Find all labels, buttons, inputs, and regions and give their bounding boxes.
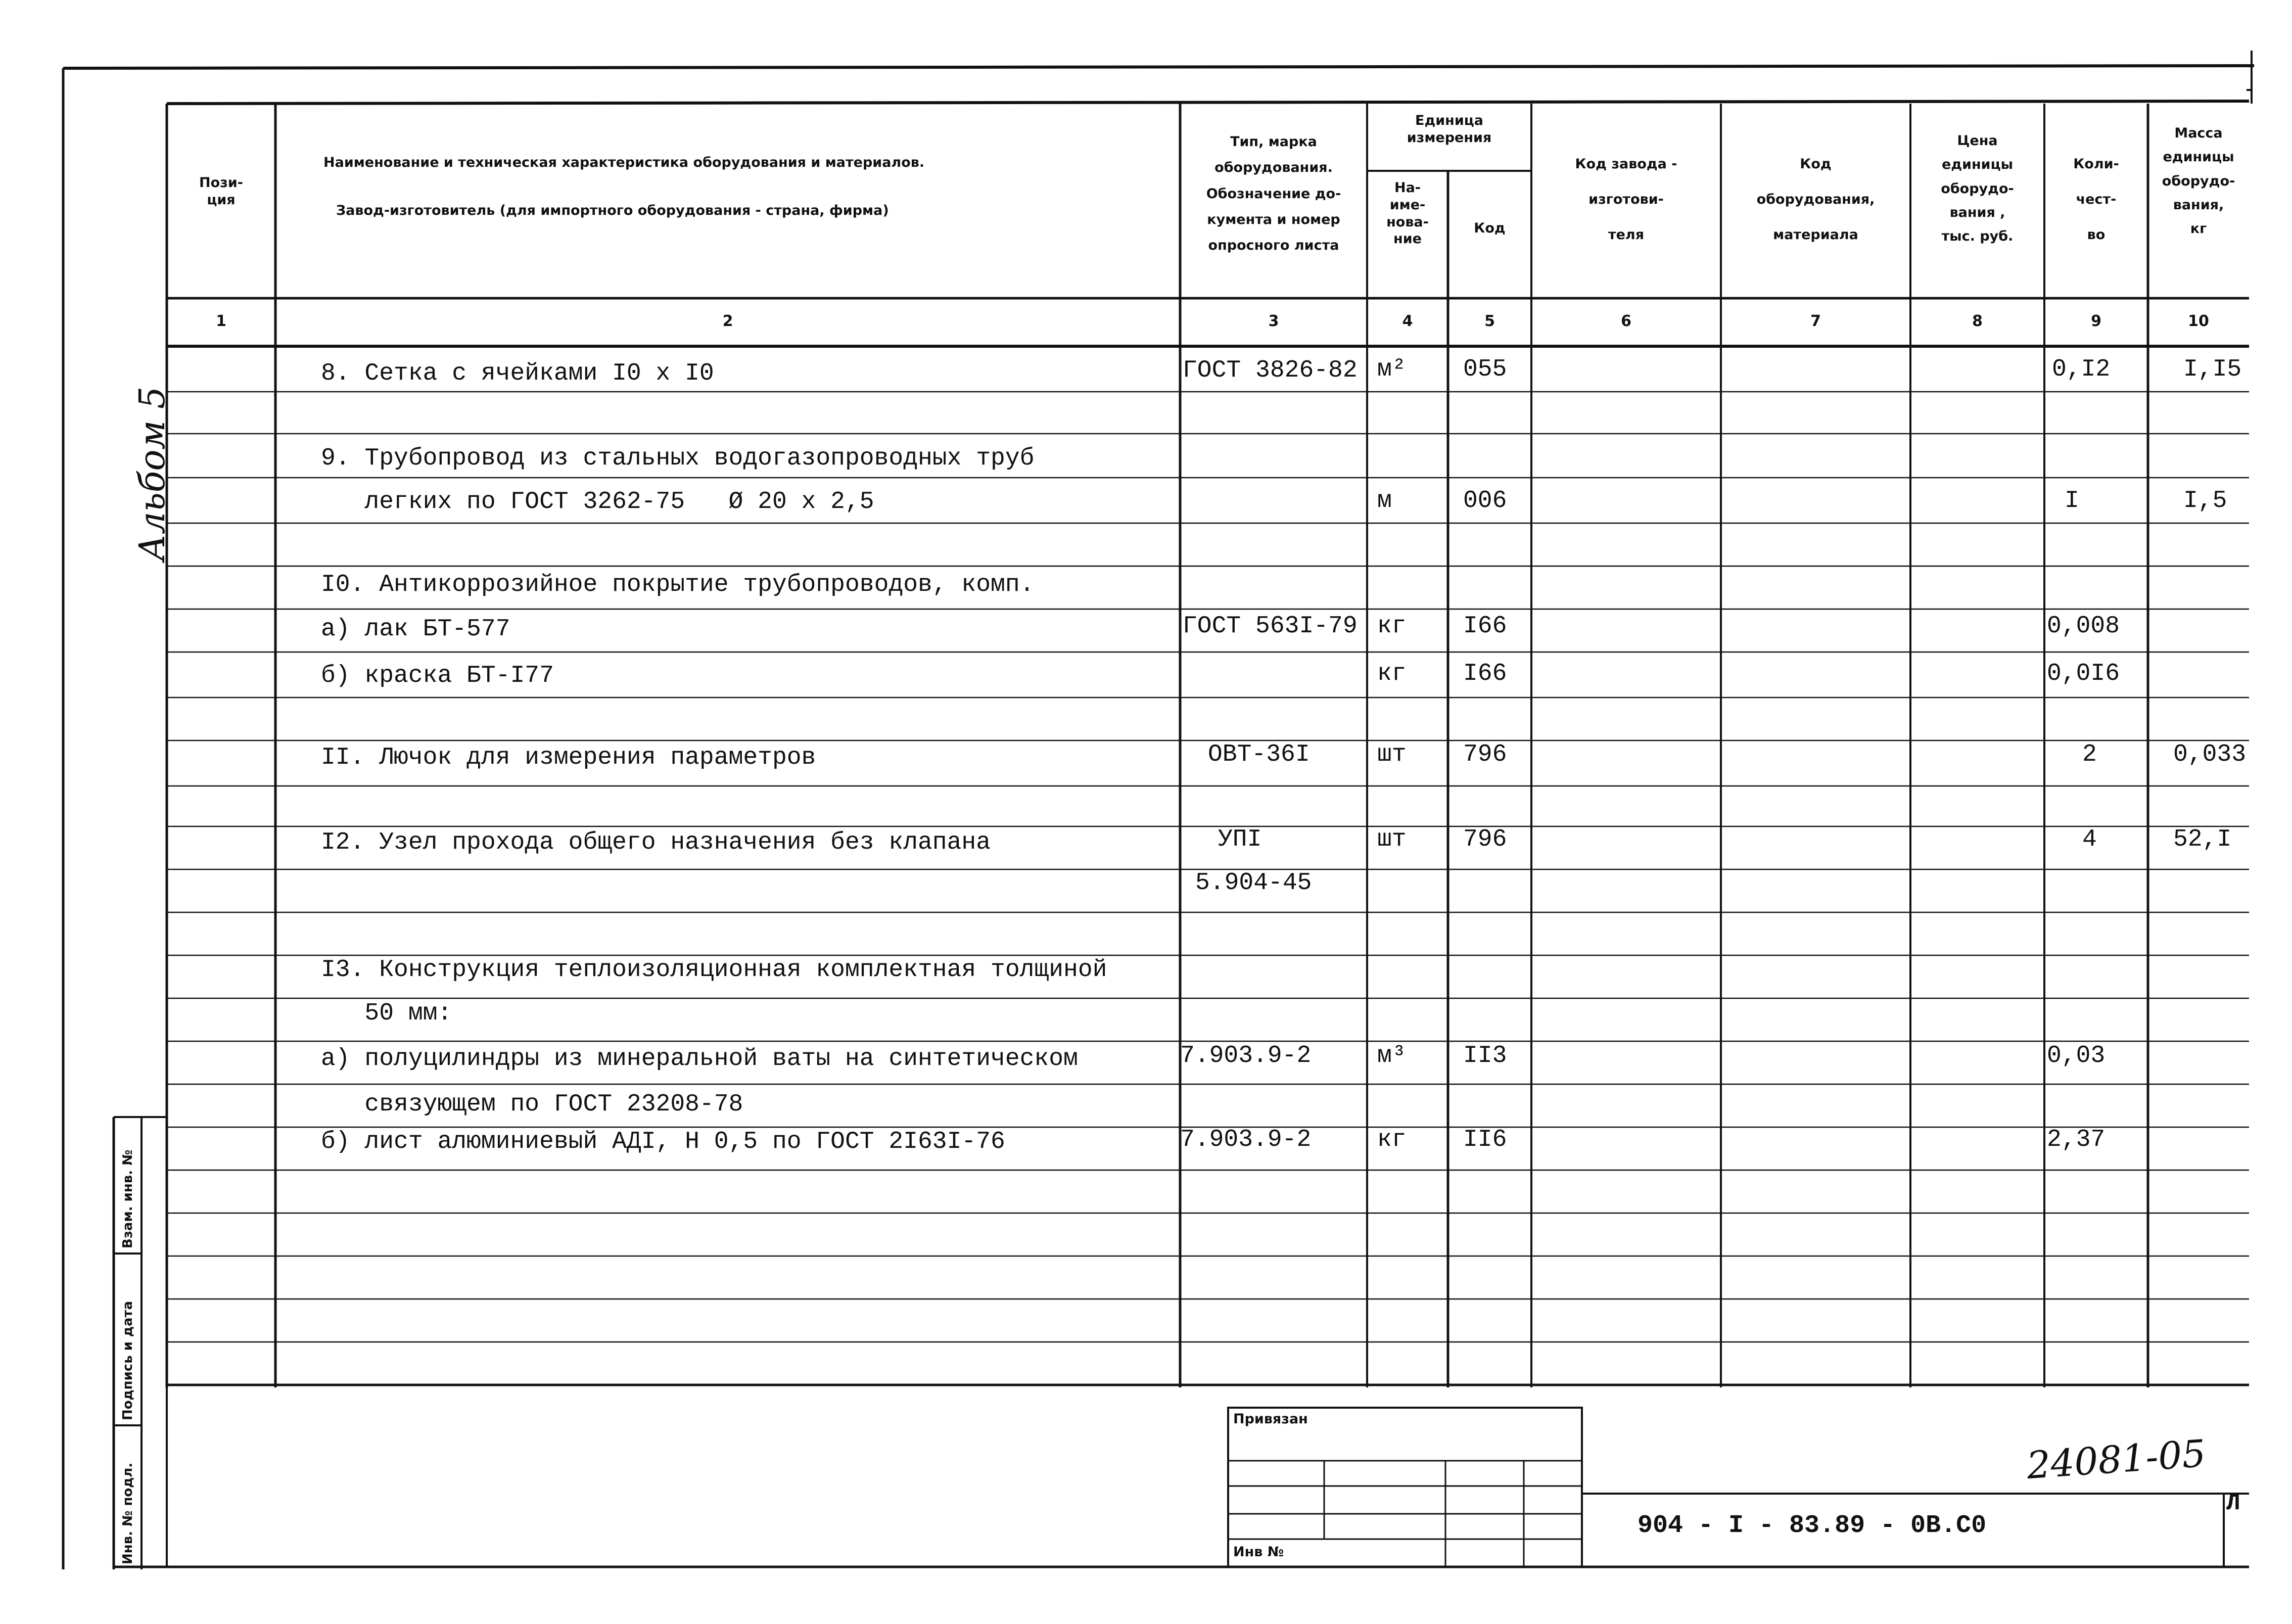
row-name: 8. Сетка с ячейками I0 x I0 [321, 360, 714, 387]
row-type: ОВТ-36I [1208, 741, 1310, 768]
col-number: 9 [2091, 312, 2101, 330]
row-qty: 2 [2082, 741, 2097, 768]
header-name-line1: Наименование и техническая характеристика оборудования и материалов. [323, 155, 925, 170]
row-name: I0. Антикоррозийное покрытие трубопроводов, комп. [321, 571, 1035, 598]
row-name: связующем по ГОСТ 23208-78 [321, 1091, 743, 1118]
row-name: 9. Трубопровод из стальных водогазопроводных труб [321, 445, 1035, 472]
row-mass: I,5 [2183, 487, 2227, 515]
row-qty: 4 [2082, 826, 2097, 853]
row-qty: 2,37 [2047, 1126, 2106, 1153]
stamp-attached-label: Привязан [1233, 1411, 1308, 1427]
header-name-line2: Завод-изготовитель (для импортного оборудования - страна, фирма) [336, 203, 889, 218]
row-name: б) лист алюминиевый АДI, Н 0,5 по ГОСТ 2I63I-76 [321, 1128, 1005, 1155]
col-number: 5 [1484, 312, 1495, 330]
side-label-signature-date: Подпись и дата [120, 1301, 135, 1420]
row-unit: кг [1377, 660, 1407, 687]
row-type: ГОСТ 3826-82 [1183, 357, 1358, 384]
col-number: 7 [1810, 312, 1821, 330]
row-name: а) лак БТ-577 [321, 616, 510, 643]
document-code: 904 - I - 83.89 - 0В.С0 [1638, 1511, 1987, 1540]
header-equipment-code: Код оборудования, материала [1756, 156, 1875, 243]
row-code: 055 [1463, 356, 1507, 383]
row-name: II. Лючок для измерения параметров [321, 744, 816, 771]
row-type: ГОСТ 563I-79 [1183, 613, 1358, 640]
row-unit: шт [1377, 826, 1407, 853]
row-code: 006 [1463, 487, 1507, 515]
col-number: 6 [1621, 312, 1631, 330]
row-qty: 0,0I6 [2047, 660, 2120, 687]
row-unit: м³ [1377, 1042, 1407, 1070]
row-qty: 0,03 [2047, 1042, 2106, 1070]
row-code: I66 [1463, 660, 1507, 687]
col-number: 3 [1268, 312, 1279, 330]
header-price: Цена единицы оборудо- вания , тыс. руб. [1941, 133, 2014, 244]
header-mass: Масса единицы оборудо- вания, кг [2162, 125, 2235, 237]
col-number: 4 [1402, 312, 1413, 330]
row-code: I66 [1463, 613, 1507, 640]
header-unit-group: Единица измерения [1407, 113, 1492, 146]
row-code: II6 [1463, 1126, 1507, 1153]
sheet-label: Л [2226, 1490, 2240, 1516]
row-unit: м [1377, 487, 1392, 515]
row-qty: 0,I2 [2052, 356, 2111, 383]
row-unit: м² [1377, 356, 1407, 383]
row-name: б) краска БТ-I77 [321, 662, 554, 689]
col-number: 8 [1972, 312, 1983, 330]
header-type: Тип, марка оборудования. Обозначение до- кумента и номер опросного листа [1206, 134, 1341, 254]
header-position: Пози- ция [199, 175, 243, 208]
row-name: 50 мм: [321, 1000, 452, 1027]
side-label-inv-original: Инв. № подл. [120, 1462, 135, 1564]
row-unit: кг [1377, 1126, 1407, 1153]
row-qty: 0,008 [2047, 613, 2120, 640]
col-number: 10 [2188, 312, 2209, 330]
row-qty: I [2065, 487, 2079, 515]
row-type: 7.903.9-2 [1180, 1042, 1312, 1070]
row-code: II3 [1463, 1042, 1507, 1070]
row-mass: I,I5 [2183, 356, 2242, 383]
row-type: 7.903.9-2 [1180, 1126, 1312, 1153]
row-mass: 0,033 [2173, 741, 2247, 768]
row-type: 5.904-45 [1195, 869, 1312, 897]
header-quantity: Коли- чест- во [2073, 156, 2119, 243]
header-unit-code: Код [1474, 220, 1506, 236]
row-name: I2. Узел прохода общего назначения без клапана [321, 829, 991, 856]
row-type: УПI [1218, 826, 1262, 853]
stamp-inv-label: Инв № [1233, 1544, 1284, 1560]
header-unit-name: На- име- нова- ние [1386, 180, 1429, 247]
row-unit: кг [1377, 613, 1407, 640]
row-name: I3. Конструкция теплоизоляционная комплектная толщиной [321, 956, 1107, 984]
handwritten-number: 24081-05 [2025, 1431, 2208, 1488]
col-number: 2 [722, 312, 733, 330]
col-number: 1 [216, 312, 226, 330]
row-code: 796 [1463, 826, 1507, 853]
side-label-replaced-inv: Взам. инв. № [120, 1149, 135, 1248]
row-mass: 52,I [2173, 826, 2232, 853]
header-maker-code: Код завода - изготови- теля [1575, 156, 1677, 243]
album-note: Альбом 5 [131, 386, 173, 561]
row-name: легких по ГОСТ 3262-75 Ø 20 x 2,5 [321, 488, 874, 516]
row-unit: шт [1377, 741, 1407, 768]
row-name: а) полуцилиндры из минеральной ваты на синтетическом [321, 1045, 1078, 1073]
row-code: 796 [1463, 741, 1507, 768]
